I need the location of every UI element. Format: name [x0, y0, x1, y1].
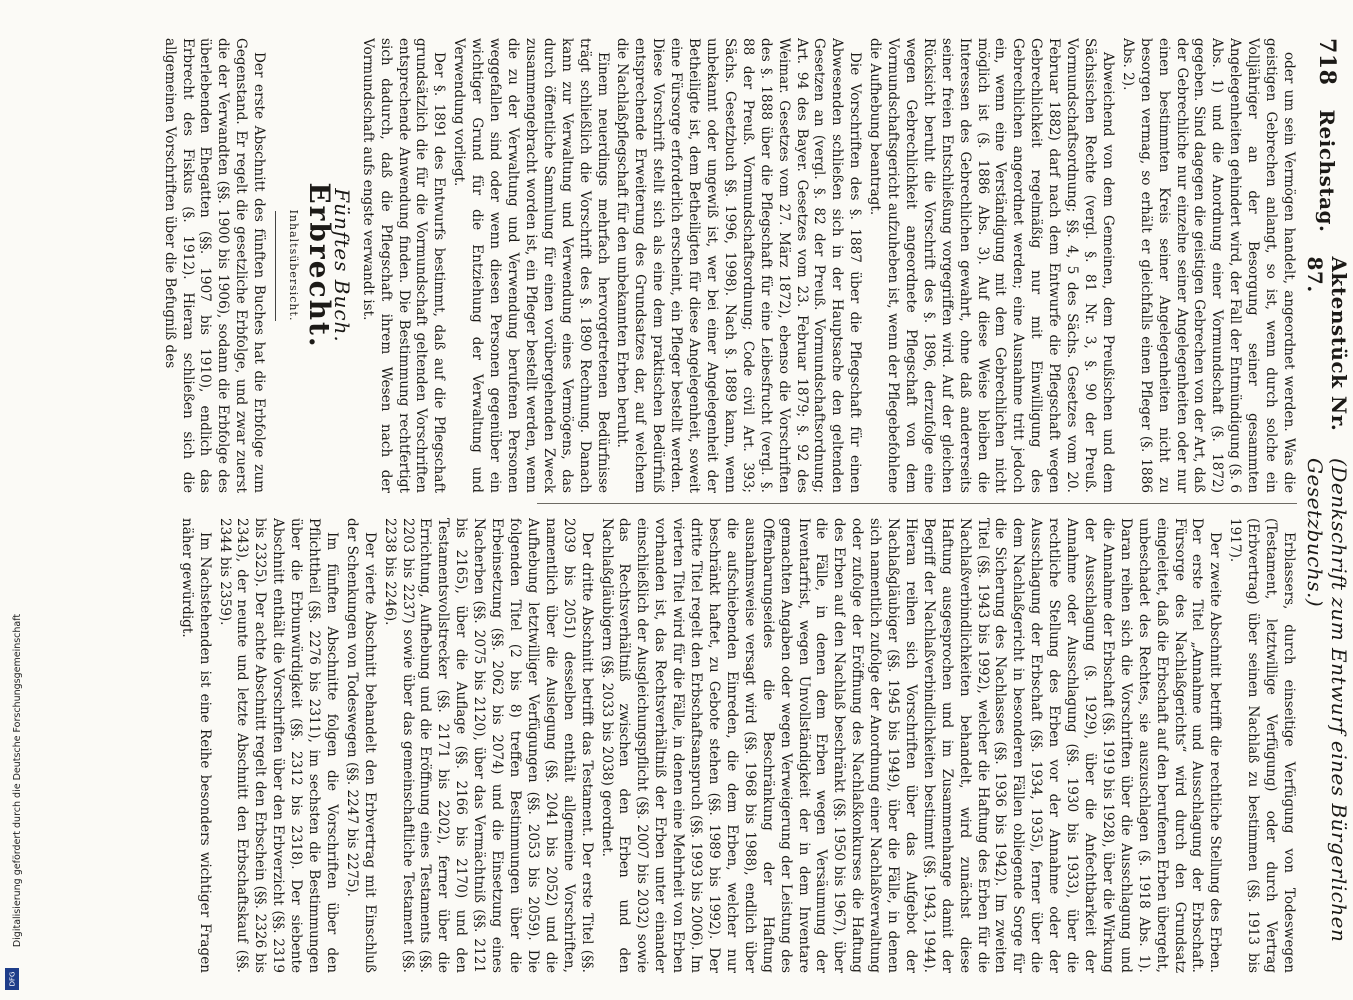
header-subtitle: (Denkschrift zum Entwurf eines Bürgerlichen Gesetzbuchs.) — [1303, 458, 1351, 943]
dfg-badge-text: DFG — [8, 971, 16, 987]
book-label: Fünftes Buch. — [329, 188, 354, 343]
paragraph: Im Nachstehenden ist eine Reihe besonders wichtiger Fragen näher gewürdigt. — [178, 518, 213, 973]
paragraph: Die Vorschriften des §. 1887 über die Pflegschaft für einen Abwesenden schließen sich in der Hauptsache den geltenden Gesetzen an (vergl. §. 82 der Preuß. Vormundschaftsordnung; Art. 94 des Bayer. Gesetzes vom 23. Februar 1879; §. 92 des Weimar. Gesetzes vom 27. März 1872), ebenso die Vorschriften des §. 1888 über die Pflegschaft für eine Leibesfrucht (vergl. §. 88 der Preuß. Vormundschaftsordnung; Code civil Art. 393; Sächs. Gesetzbuch §§. 1996, 1998). Nach §. 1889 kann, wenn unbekannt oder ungewiß ist, wer bei einer Angelegenheit der Betheiligte ist, dem Betheiligten für diese Angelegenheit, soweit eine Fürsorge erforderlich erscheint, ein Pfleger bestellt werden. Diese Vorschrift stellt sich als eine dem praktischen Bedürfniß entsprechende Erweiterung des Grundsatzes dar, auf welchem die Nachlaßpflegschaft für den unbekannten Erben beruht. — [614, 38, 864, 493]
column-divider — [537, 503, 1297, 504]
paragraph: Einem neuerdings mehrfach hervorgetretenen Bedürfnisse trägt schließlich die Vorschrift des §. 1890 Rechnung. Danach kann zur Verwaltung und Verwendung eines Vermögens, das durch öffentliche Sammlung für einen vorübergehenden Zweck zusammengebracht worden ist, ein Pfleger bestellt werden, wenn die zu der Verwaltung und Verwendung berufenen Personen weggefallen sind oder wenn diesen Personen gegenüber ein wichtiger Grund für die Entziehung der Verwaltung und Verwendung vorliegt. — [451, 38, 611, 493]
paragraph: Der dritte Abschnitt betrifft das Testament. Der erste Titel (§§. 2039 bis 2051) desselben enthält allgemeine Vorschriften, namentlich über die Auslegung (§§. 2041 bis 2052) und die Aufhebung letztwilliger Verfügungen (§§. 2053 bis 2059). Die folgenden Titel (2 bis 8) treffen Bestimmungen über die Erbeinsetzung (§§. 2062 bis 2074) und die Einsetzung eines Nacherben (§§. 2075 bis 2120), über das Vermächtniß (§§. 2121 bis 2165), über die Auflage (§§. 2166 bis 2170) und den Testamentsvollstrecker (§§. 2171 bis 2202), ferner über die Errichtung, Aufhebung und die Eröffnung eines Testaments (§§. 2203 bis 2237) sowie über das gemeinschaftliche Testament (§§. 2238 bis 2246). — [381, 518, 595, 973]
paragraph: Im fünften Abschnitte folgen die Vorschriften über den Pflichttheil (§§. 2276 bis 2311), im sechsten die Bestimmungen über die Erbunwürdigkeit (§§. 2312 bis 2318). Der siebente Abschnitt enthält die Vorschriften über den Erbverzicht (§§. 2319 bis 2325). Der achte Abschnitt regelt den Erbschein (§§. 2326 bis 2343), der neunte und letzte Abschnitt den Erbschaftskauf (§§. 2344 bis 2359). — [216, 518, 340, 973]
left-column — [37, 38, 1297, 493]
paragraph: Der vierte Abschnitt behandelt den Erbvertrag mit Einschluß der Schenkungen von Todeswegen (§§. 2247 bis 2275). — [343, 518, 378, 973]
book-heading — [275, 38, 354, 493]
rotated-content — [25, 20, 1353, 980]
section-rule — [275, 211, 276, 321]
inhalt-label: Inhaltsübersicht. — [287, 209, 301, 322]
running-header — [1303, 38, 1351, 978]
paragraph: Erblassers, durch einseitige Verfügung von Todeswegen (Testament, letztwillige Verfügung) oder durch Vertrag (Erbvertrag) über seinen Nachlaß zu bestimmen (§§. 1913 bis 1917). — [1227, 518, 1297, 973]
header-title: Reichstag. — [1315, 109, 1339, 233]
paragraph: Abweichend von dem Gemeinen, dem Preußischen und dem Sächsischen Rechte (vergl. §. 81 Nr. 3, §. 90 der Preuß. Vormundschaftsordnung; §§. 4, 5 des Sächs. Gesetzes vom 20. Februar 1882) darf nach dem Entwurfe die Pflegschaft wegen Gebrechlichkeit regelmäßig nur mit Einwilligung des Gebrechlichen angeordnet werden; eine Ausnahme tritt jedoch ein, wenn eine Verständigung mit dem Gebrechlichen nicht möglich ist (§. 1886 Abs. 3). Auf diese Weise bleiben die Interessen des Gebrechlichen gewahrt, ohne daß andererseits seiner freien Entschließung vorgegriffen wird. Auf der gleichen Rücksicht beruht die Vorschrift des §. 1896, derzufolge eine wegen Gebrechlichkeit angeordnete Pflegschaft von dem Vormundschaftsgericht aufzuheben ist, wenn der Pflegebefohlene die Aufhebung beantragt. — [867, 38, 1116, 493]
book-title: Erbrecht. — [302, 182, 336, 349]
page-number: 718 — [1314, 38, 1340, 86]
paragraph: Der §. 1891 des Entwurfs bestimmt, daß auf die Pflegschaft grundsätzlich die für die Vormundschaft geltenden Vorschriften entsprechende Anwendung finden. Die Bestimmung rechtfertigt sich dadurch, daß die Pflegschaft ihrem Wesen nach der Vormundschaft aufs engste verwandt ist. — [359, 38, 448, 493]
digitization-text: Digitalisierung gefördert durch die Deutsche Forschungsgemeinschaft — [12, 613, 24, 947]
paragraph: Der zweite Abschnitt betrifft die rechtliche Stellung des Erben. Der erste Titel „Annahme und Ausschlagung der Erbschaft. Fürsorge des Nachlaßgerichts“ wird durch den Grundsatz eingeleitet, daß die Erbschaft auf den berufenen Erben übergeht, unbeschadet des Rechtes, sie auszuschlagen (§. 1918 Abs. 1). Daran reihen sich die Vorschriften über die Ausschlagung und die Annahme der Erbschaft (§§. 1919 bis 1928), über die Wirkung der Ausschlagung (§. 1929), über die Anfechtbarkeit der Annahme oder Ausschlagung (§§. 1930 bis 1933), über die rechtliche Stellung des Erben vor der Annahme oder der Ausschlagung der Erbschaft (§§. 1934, 1935), ferner über die dem Nachlaßgericht in besonderen Fällen obliegende Sorge für die Sicherung des Nachlasses (§§. 1936 bis 1942). Im zweiten Titel (§§. 1943 bis 1992), welcher die Haftung des Erben für die Nachlaßverbindlichkeiten behandelt, wird zunächst diese Haftung ausgesprochen und im Zusammenhange damit der Begriff der Nachlaßverbindlichkeiten bestimmt (§§. 1943, 1944). Hieran reihen sich Vorschriften über das Aufgebot der Nachlaßgläubiger (§§. 1945 bis 1949), über die Fälle, in denen sich namentlich zufolge der Anordnung einer Nachlaßverwaltung oder zufolge der Eröffnung des Nachlaßkonkurses die Haftung des Erben auf den Nachlaß beschränkt (§§. 1950 bis 1967), über die Fälle, in denen dem Erben wegen Versäumung der Inventarfrist, wegen Unvollständigkeit der in dem Inventare gemachten Angaben oder wegen Verweigerung der Leistung des Offenbarungseides die Beschränkung der Haftung ausnahmsweise versagt wird (§§. 1968 bis 1988), endlich über die aufschiebenden Einreden, die dem Erben, welcher nur beschränkt haftet, zu Gebote stehen (§§. 1989 bis 1992). Der dritte Titel regelt den Erbschaftsanspruch (§§. 1993 bis 2006). Im vierten Titel wird für die Fälle, in denen eine Mehrheit von Erben vorhanden ist, das Rechtsverhältniß der Erben unter einander einschließlich der Ausgleichungspflicht (§§. 2007 bis 2032) sowie das Rechtsverhältniß zwischen den Erben und den Nachlaßgläubigern (§§. 2033 bis 2038) geordnet. — [598, 518, 1224, 973]
paragraph: Der erste Abschnitt des fünften Buches hat die Erbfolge zum Gegenstand. Er regelt die gesetzliche Erbfolge, und zwar zuerst die der Verwandten (§§. 1900 bis 1906), sodann die Erbfolge des überlebenden Ehegatten (§§. 1907 bis 1910), endlich das Erbrecht des Fiskus (§. 1912). Hieran schließen sich die allgemeinen Vorschriften über die Befugniß des — [161, 38, 268, 493]
right-column — [37, 518, 1297, 973]
dfg-logo — [5, 968, 19, 990]
digitization-note — [10, 560, 26, 1000]
header-aktenstueck: Aktenstück Nr. 87. — [1303, 256, 1351, 432]
paragraph: oder um sein Vermögen handelt, angeordnet werden. Was die geistigen Gebrechen anlangt, so ist, wenn durch solche ein Volljähriger an der Besorgung seiner gesammten Angelegenheiten gehindert wird, der Fall der Entmündigung (§. 6 Abs. 1) und die Anordnung einer Vormundschaft (§. 1872) gegeben. Sind dagegen die geistigen Gebrechen von der Art, daß der Gebrechliche nur einzelne seiner Angelegenheiten oder nur einen bestimmten Kreis seiner Angelegenheiten nicht zu besorgen vermag, so erhält er gleichfalls einen Pfleger (§. 1886 Abs. 2). — [1119, 38, 1297, 493]
